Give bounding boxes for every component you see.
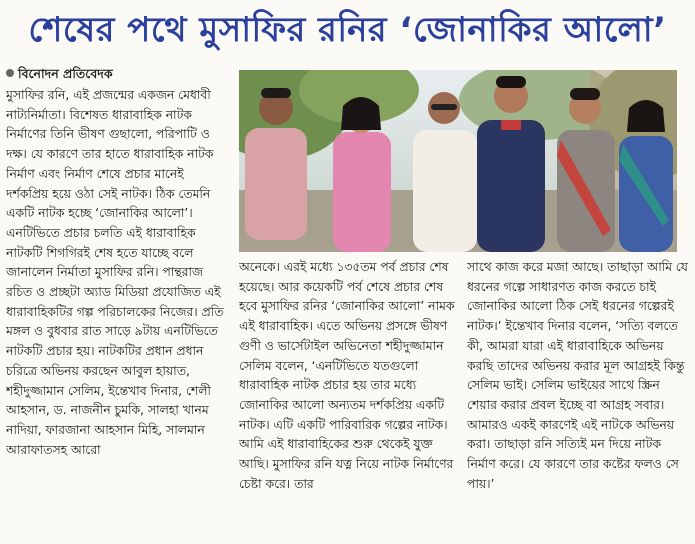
article-column-3 <box>467 258 689 538</box>
article-text-1: মুসাফির রনি, এই প্রজন্মের একজন মেধাবী নাট্যনির্মাতা। বিশেষত ধারাবাহিক নাটক নির্মাণের তিনি ভীষণ গুছালো, পরিপাটি ও দক্ষ। যে কারণে তার হাতে ধারাবাহিক নাটক নির্মাণ এবং নির্মাণ শেষে প্রচার মানেই দর্শকপ্রিয় হয়ে ওঠা সেই নাটক। ঠিক তেমনি একটি নাটক হচ্ছে ‘জোনাকির আলো’। এনটিভিতে প্রচার চলতি এই ধারাবাহিক নাটকটি শিগগিরই শেষ হতে যাচ্ছে বলে জানালেন নির্মাতা মুসাফির রনি। পান্থরাজ রচিত ও প্রচ্ছটা অ্যাড মিডিয়া প্রযোজিত এই ধারাবাহিকটির গল্প পরিচালকের নিজের। প্রতি মঙ্গল ও বুধবার রাত সাড়ে ৯টায় এনটিভিতে নাটকটি প্রচার হয়। নাটকটির প্রধান প্রধান চরিত্রে অভিনয় করছেন আবুল হায়াত, শহীদুজ্জামান সেলিম, ইন্তেখাব দিনার, শেলী আহসান, ড. নাজনীন চুমকি, সালহা খানম নাদিয়া, ফারজানা আহসান মিহি, সালমান আরাফাতসহ আরো <box>6 88 224 457</box>
bullet-icon <box>6 69 14 77</box>
article-text-3: সাথে কাজ করে মজা আছে। তাছাড়া আমি যে ধরনের গল্পে সাধারণত কাজ করতে চাই জোনাকির আলো ঠিক সেই ধরনের গল্পেরই নাটক।’ ইন্তেখাব দিনার বলেন, ‘সত্যি বলতে কী, আমরা যারা এই ধারাবাহিকে অভিনয় করছি তাদের অভিনয় করার মূল আগ্রহই কিন্তু সেলিম ভাই। সেলিম ভাইয়ের সাথে স্ক্রিন শেয়ার করার প্রবল ইচ্ছে বা আগ্রহ সবার। আমারও একই কারণেই এই নাটকে অভিনয় করা। তাছাড়া রনি সত্যিই মন দিয়ে নাটক নির্মাণ করে। যে কারণে তার কষ্টের ফলও সে পায়।’ <box>467 260 688 491</box>
article-column-1 <box>6 86 228 538</box>
cast-photo-image <box>239 70 677 252</box>
headline: শেষের পথে মুসাফির রনির ‘জোনাকির আলো’ <box>28 10 667 50</box>
byline-text: বিনোদন প্রতিবেদক <box>18 66 113 81</box>
article-column-2 <box>239 258 457 538</box>
article-text-2: অনেকে। এরই মধ্যে ১৩৫তম পর্ব প্রচার শেষ হয়েছে। আর কয়েকটি পর্ব শেষে প্রচার শেষ হবে মুসাফির রনির ‘জোনাকির আলো’ নামক এই ধারাবাহিক। এতে অভিনয় প্রসঙ্গে ভীষণ গুণী ও ভার্সেটাইল অভিনেতা শহীদুজ্জামান সেলিম বলেন, ‘এনটিভিতে যতগুলো ধারাবাহিক নাটক প্রচার হয় তার মধ্যে জোনাকির আলো অন্যতম দর্শকপ্রিয় একটি নাটক। এটি একটি পারিবারিক গল্পের নাটক। আমি এই ধারাবাহিকের শুরু থেকেই যুক্ত আছি। মুসাফির রনি যত্ন নিয়ে নাটক নির্মাণের চেষ্টা করে। তার <box>239 260 455 491</box>
byline <box>6 66 113 84</box>
cast-photo <box>239 70 677 252</box>
